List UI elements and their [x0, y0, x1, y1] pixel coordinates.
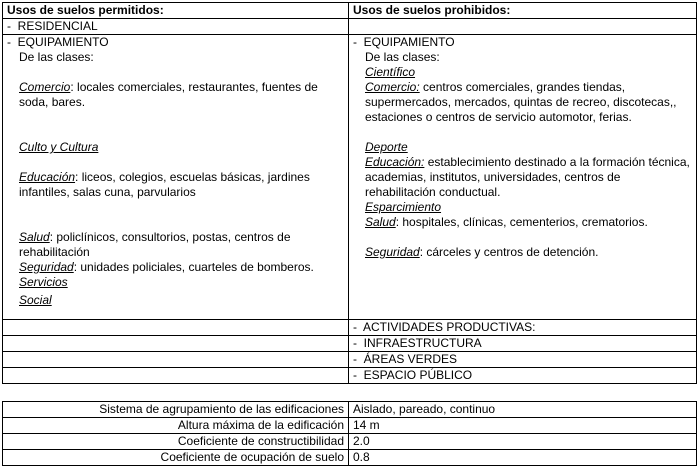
- equipamiento-row: [3, 35, 697, 320]
- prohibidos-comercio-label: Comercio:: [365, 80, 420, 94]
- norma-value: 14 m: [349, 418, 697, 434]
- permitidos-salud-text: : policlínicos, consultorios, postas, centros de rehabilitación: [19, 230, 291, 259]
- prohibidos-de-las-clases: De las clases:: [365, 50, 440, 64]
- permitidos-salud-label: Salud: [19, 230, 50, 244]
- prohibidos-equipamiento-cell: [349, 35, 697, 320]
- prohibidos-equipamiento: - EQUIPAMIENTO: [353, 35, 455, 49]
- empty-cell: [349, 19, 697, 35]
- prohibidos-seguridad: [353, 245, 692, 260]
- prohibidos-salud: [353, 215, 692, 230]
- table-row: [3, 418, 697, 434]
- permitidos-comercio-text: : locales comerciales, restaurantes, fuentes de soda, bares.: [19, 80, 318, 109]
- permitidos-educacion-text: : liceos, colegios, escuelas básicas, jardines infantiles, salas cuna, parvularios: [19, 170, 310, 199]
- permitidos-seguridad: [7, 260, 344, 275]
- permitidos-culto: Culto y Cultura: [19, 140, 99, 154]
- prohibidos-infraestructura: - INFRAESTRUCTURA: [349, 336, 697, 352]
- permitidos-servicios: Servicios: [19, 275, 68, 289]
- norma-value: 0.8: [349, 450, 697, 466]
- prohibidos-educacion-label: Educación:: [365, 155, 425, 169]
- prohibidos-educacion-text: establecimiento destinado a la formación técnica, academias, institutos, universidades, centros de rehabilitación conductual.: [365, 155, 690, 199]
- table-row: [3, 450, 697, 466]
- normas-table: [2, 401, 697, 466]
- prohibidos-comercio-text: centros comerciales, grandes tiendas, supermercados, mercados, quintas de recreo, discotecas,, estaciones o centros de servicio automotor, ferias.: [365, 80, 677, 124]
- espacio-publico-row: [3, 368, 697, 384]
- norma-key: Altura máxima de la edificación: [3, 418, 349, 434]
- permitidos-educacion-label: Educación: [19, 170, 76, 184]
- prohibidos-salud-label: Salud: [365, 215, 396, 229]
- empty-cell: [3, 352, 349, 368]
- residencial-cell: - RESIDENCIAL: [3, 19, 349, 35]
- prohibidos-educacion: [353, 155, 692, 200]
- table-row: [3, 434, 697, 450]
- prohibidos-seguridad-text: : cárceles y centros de detención.: [419, 245, 599, 259]
- permitidos-seguridad-label: Seguridad: [19, 260, 74, 274]
- norma-value: 2.0: [349, 434, 697, 450]
- table-row: [3, 402, 697, 418]
- permitidos-salud: [7, 230, 344, 260]
- header-row: [3, 3, 697, 19]
- norma-key: Coeficiente de ocupación de suelo: [3, 450, 349, 466]
- permitidos-de-las-clases: De las clases:: [19, 50, 94, 64]
- permitidos-equipamiento: - EQUIPAMIENTO: [7, 35, 109, 49]
- permitidos-equipamiento-cell: [3, 35, 349, 320]
- empty-cell: [3, 320, 349, 336]
- norma-key: Coeficiente de constructibilidad: [3, 434, 349, 450]
- usos-suelo-table: [2, 2, 697, 384]
- prohibidos-esparcimiento: Esparcimiento: [365, 200, 442, 214]
- header-permitidos: Usos de suelos permitidos:: [3, 3, 349, 19]
- areas-verdes-row: [3, 352, 697, 368]
- norma-value: Aislado, pareado, continuo: [349, 402, 697, 418]
- permitidos-educacion: [7, 170, 344, 200]
- prohibidos-espacio-publico: - ESPACIO PÚBLICO: [349, 368, 697, 384]
- permitidos-comercio: [7, 80, 344, 110]
- actividades-row: [3, 320, 697, 336]
- permitidos-social: Social: [19, 293, 52, 307]
- norma-key: Sistema de agrupamiento de las edificaciones: [3, 402, 349, 418]
- prohibidos-seguridad-label: Seguridad: [365, 245, 420, 259]
- prohibidos-actividades: - ACTIVIDADES PRODUCTIVAS:: [349, 320, 697, 336]
- empty-cell: [3, 368, 349, 384]
- prohibidos-comercio: [353, 80, 692, 125]
- permitidos-seguridad-text: : unidades policiales, cuarteles de bomberos.: [73, 260, 314, 274]
- empty-cell: [3, 336, 349, 352]
- prohibidos-salud-text: : hospitales, clínicas, cementerios, crematorios.: [395, 215, 648, 229]
- prohibidos-areas-verdes: - ÁREAS VERDES: [349, 352, 697, 368]
- prohibidos-deporte: Deporte: [365, 140, 408, 154]
- header-prohibidos: Usos de suelos prohibidos:: [349, 3, 697, 19]
- prohibidos-cientifico: Científico: [365, 65, 416, 79]
- infraestructura-row: [3, 336, 697, 352]
- residencial-row: [3, 19, 697, 35]
- permitidos-comercio-label: Comercio: [19, 80, 71, 94]
